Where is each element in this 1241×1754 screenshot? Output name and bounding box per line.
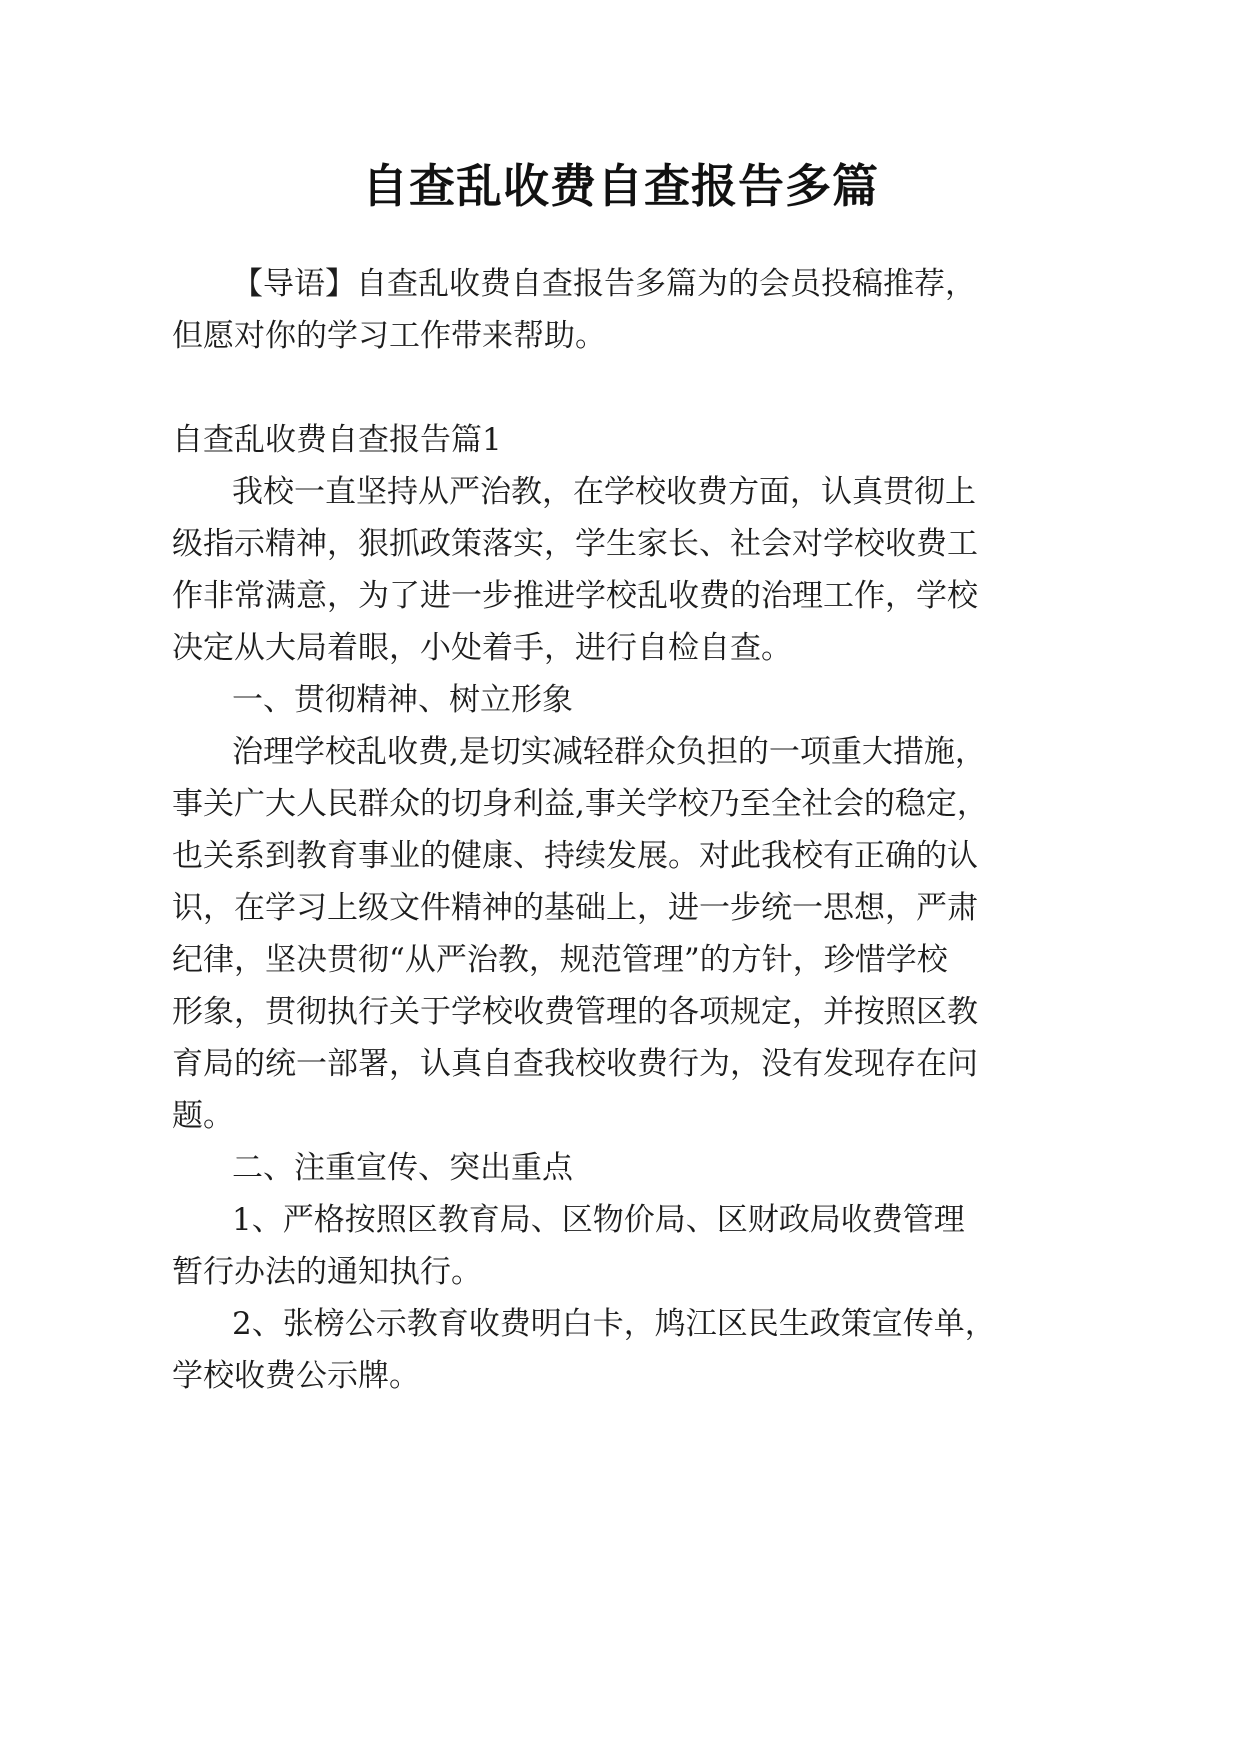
subheading: 一、贯彻精神、树立形象	[232, 682, 573, 718]
paragraph-line: 级指示精神，狠抓政策落实，学生家长、社会对学校收费工	[172, 526, 978, 562]
paragraph-line: 事关广大人民群众的切身利益,事关学校乃至全社会的稳定，	[172, 786, 988, 822]
paragraph-line: 作非常满意，为了进一步推进学校乱收费的治理工作，学校	[172, 578, 978, 614]
paragraph-line: 纪律，坚决贯彻“从严治教，规范管理”的方针，珍惜学校	[172, 942, 948, 978]
intro-line: 但愿对你的学习工作带来帮助。	[172, 318, 606, 354]
paragraph-line: 育局的统一部署，认真自查我校收费行为，没有发现存在问	[172, 1046, 978, 1082]
section-heading: 自查乱收费自查报告篇1	[172, 422, 502, 458]
list-item-line: 2、张榜公示教育收费明白卡，鸠江区民生政策宣传单，	[232, 1306, 996, 1342]
list-item-line: 1、严格按照区教育局、区物价局、区财政局收费管理	[232, 1202, 965, 1238]
intro-line: 【导语】自查乱收费自查报告多篇为的会员投稿推荐，	[232, 266, 976, 302]
paragraph-line: 我校一直坚持从严治教，在学校收费方面，认真贯彻上	[232, 474, 976, 510]
paragraph-line: 决定从大局着眼，小处着手，进行自检自查。	[172, 630, 792, 666]
paragraph-line: 形象，贯彻执行关于学校收费管理的各项规定，并按照区教	[172, 994, 978, 1030]
paragraph-line: 题。	[172, 1098, 234, 1134]
paragraph-line: 也关系到教育事业的健康、持续发展。对此我校有正确的认	[172, 838, 978, 874]
list-item-line: 暂行办法的通知执行。	[172, 1254, 482, 1290]
subheading: 二、注重宣传、突出重点	[232, 1150, 573, 1186]
list-item-line: 学校收费公示牌。	[172, 1358, 420, 1394]
paragraph-line: 识，在学习上级文件精神的基础上，进一步统一思想，严肃	[172, 890, 978, 926]
document-title: 自查乱收费自查报告多篇	[362, 159, 879, 213]
paragraph-line: 治理学校乱收费,是切实减轻群众负担的一项重大措施，	[232, 734, 986, 770]
